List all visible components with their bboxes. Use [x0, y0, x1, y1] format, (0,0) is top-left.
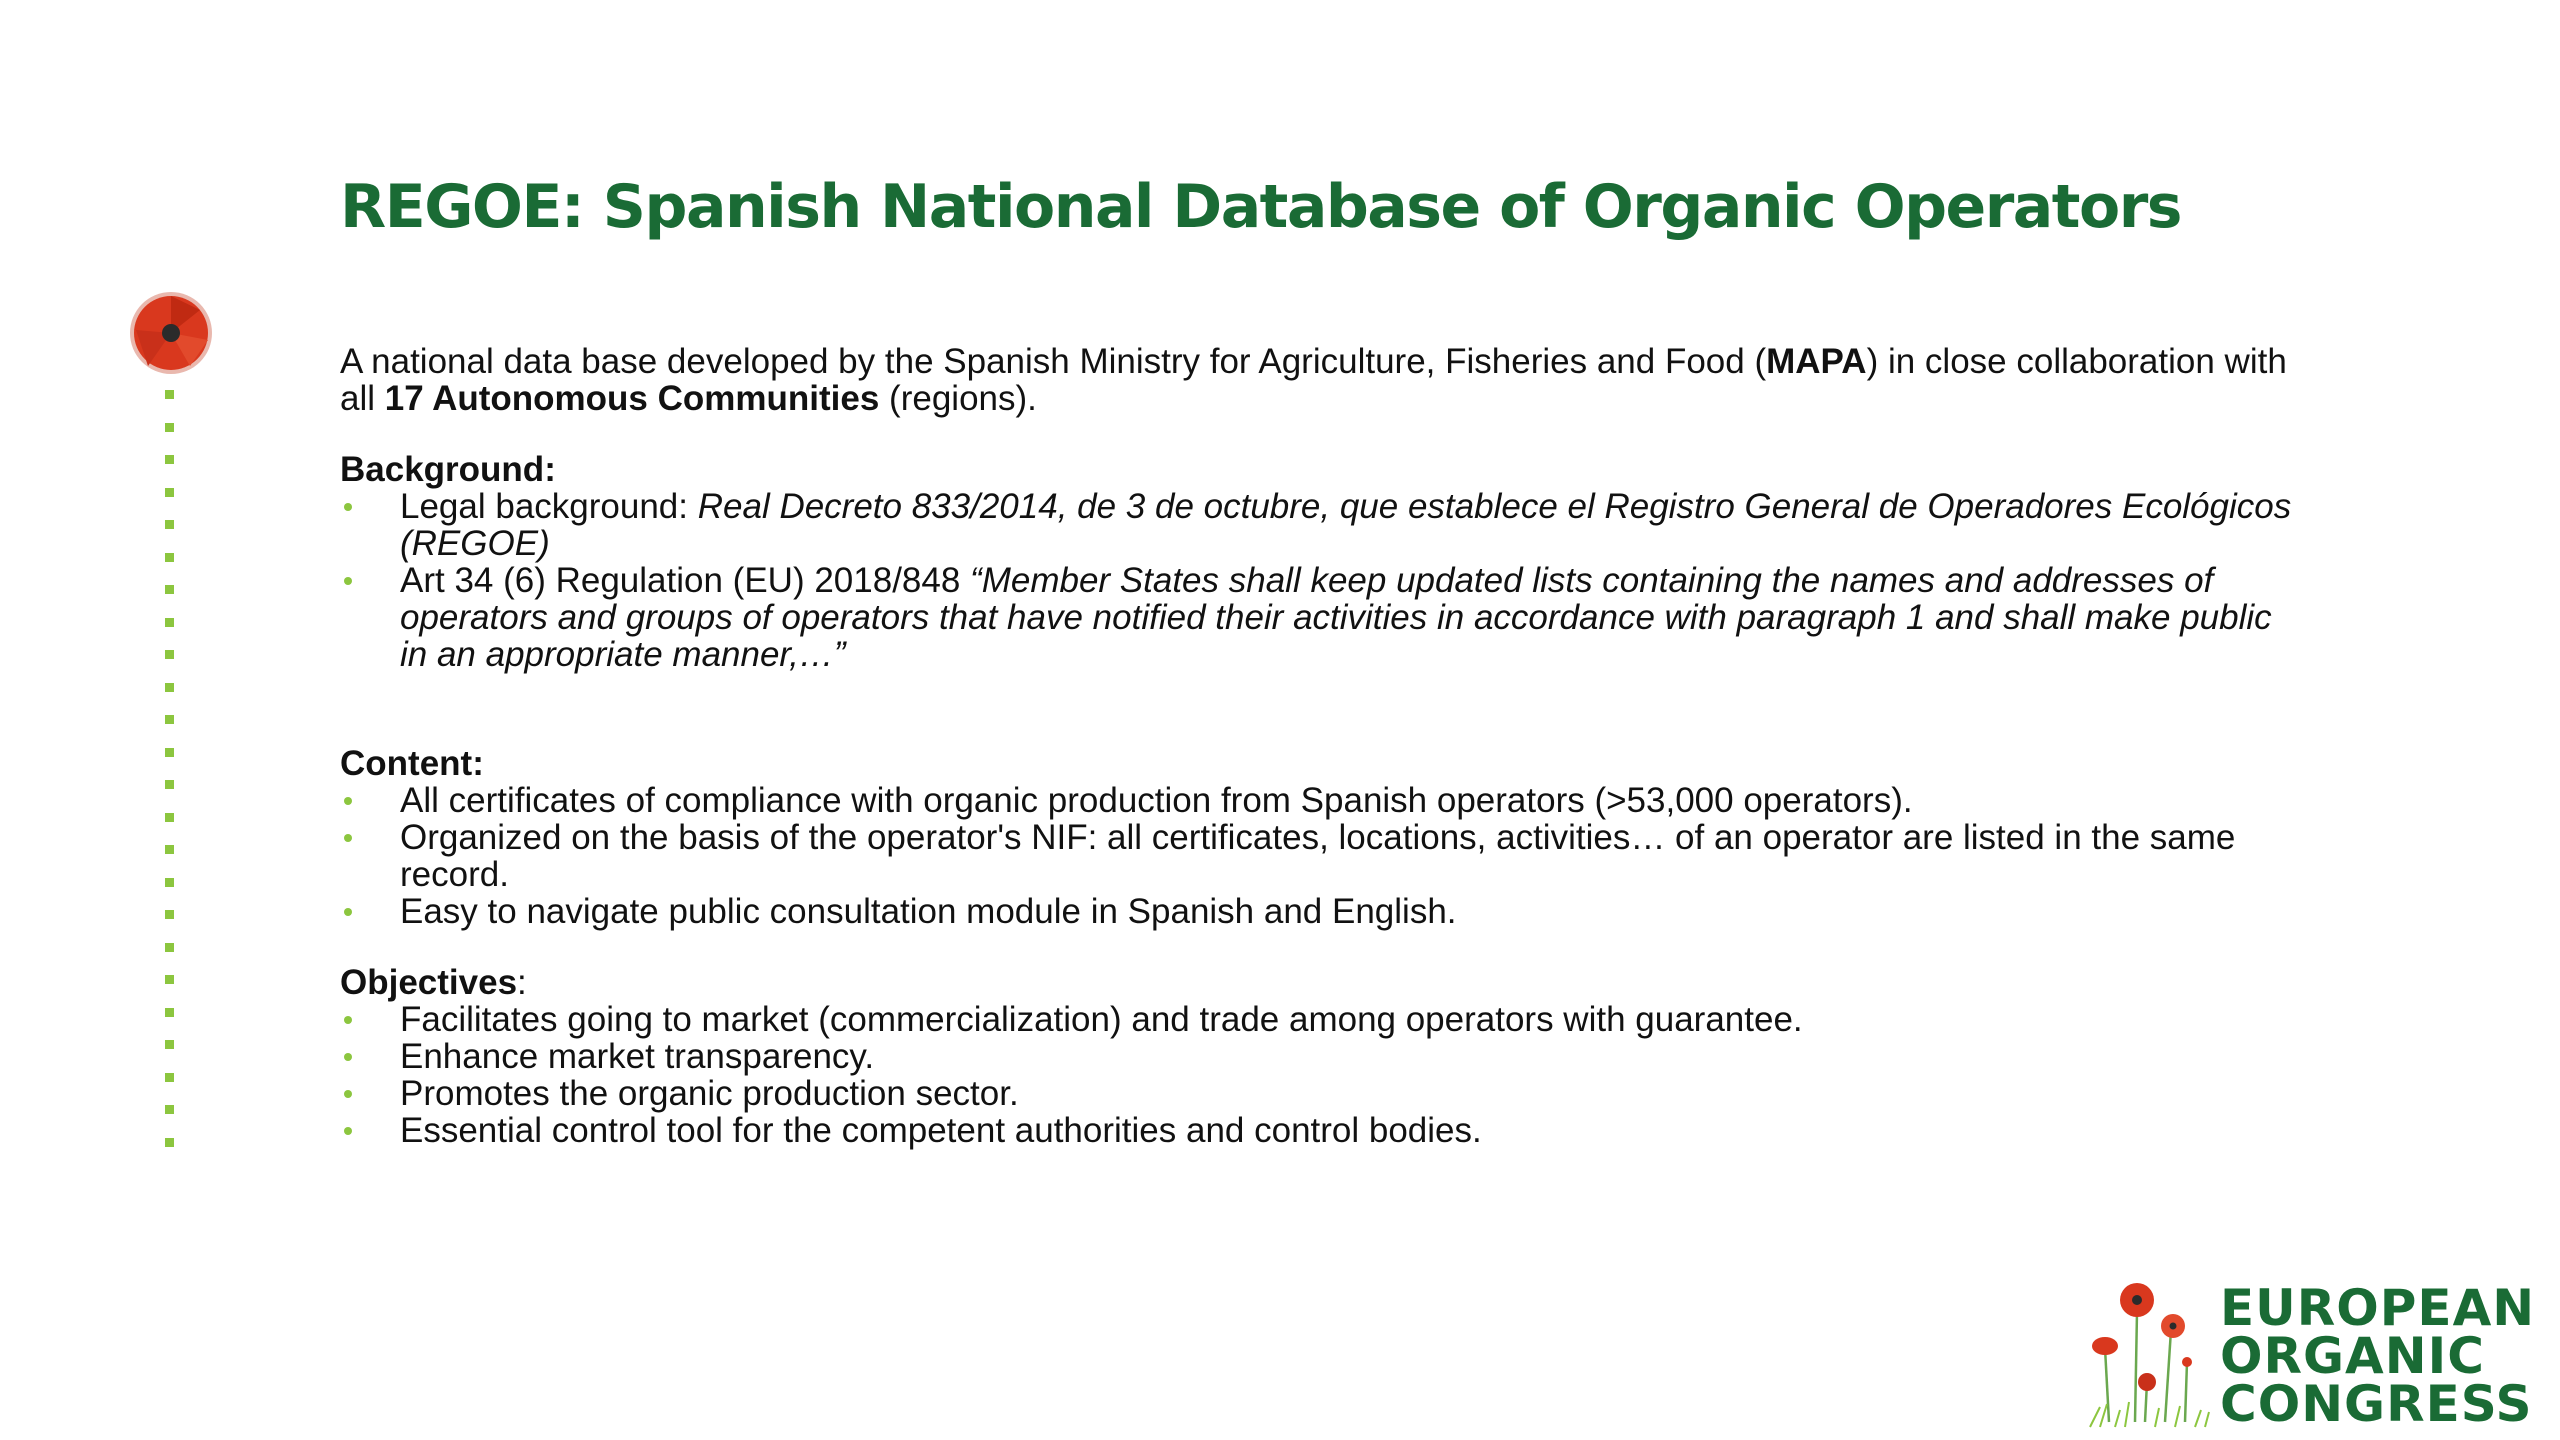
rail-dot [165, 878, 174, 887]
rail-dot [165, 1138, 174, 1147]
poppy-icon [128, 290, 214, 376]
list-item: Enhance market transparency. [340, 1038, 2300, 1075]
list-item [340, 562, 2300, 673]
logo-line-1: EUROPEAN [2220, 1279, 2536, 1337]
list-item: Organized on the basis of the operator's NIF: all certificates, locations, activities… of an operator are listed in the same record. [340, 819, 2300, 893]
logo-line-3: CONGRESS [2220, 1375, 2533, 1433]
background-item-2-quote: “Member States shall keep updated lists containing the names and addresses of operators and groups of operators that have notified their activities in accordance with paragraph 1 and shall make public in an appropriate manner,…” [400, 561, 2272, 674]
slide-body [340, 343, 2300, 1149]
list-item [340, 488, 2300, 562]
rail-dot [165, 455, 174, 464]
rail-dot [165, 910, 174, 919]
rail-dot [165, 618, 174, 627]
list-item: Essential control tool for the competent authorities and control bodies. [340, 1112, 2300, 1149]
rail-dot [165, 1105, 174, 1114]
poppy-bouquet-icon [2085, 1272, 2215, 1432]
rail-dot [165, 683, 174, 692]
list-item: Promotes the organic production sector. [340, 1075, 2300, 1112]
rail-dot [165, 488, 174, 497]
rail-dot [165, 845, 174, 854]
rail-dot [165, 748, 174, 757]
rail-dot [165, 585, 174, 594]
content-heading [340, 745, 2300, 782]
rail-dot [165, 423, 174, 432]
objectives-list [340, 1001, 2300, 1149]
logo-wordmark [2220, 1279, 2536, 1433]
background-item-1-citation: Real Decreto 833/2014, de 3 de octubre, que establece el Registro General de Operadores Ecológicos (REGOE) [400, 487, 2292, 563]
rail-dot [165, 975, 174, 984]
intro-text-3: (regions). [879, 379, 1037, 418]
logo-line-2: ORGANIC [2220, 1327, 2485, 1385]
decorative-rail [128, 290, 214, 1150]
rail-dot [165, 813, 174, 822]
rail-dot [165, 1073, 174, 1082]
rail-dot [165, 715, 174, 724]
slide-title: REGOE: Spanish National Database of Organic Operators [340, 172, 2181, 242]
list-item: Easy to navigate public consultation module in Spanish and English. [340, 893, 2300, 930]
rail-dot [165, 943, 174, 952]
rail-dot [165, 780, 174, 789]
rail-dot [165, 1008, 174, 1017]
objectives-heading-label: Objectives [340, 963, 518, 1002]
rail-dot [165, 1040, 174, 1049]
intro-paragraph [340, 343, 2300, 417]
congress-logo [2085, 1272, 2536, 1433]
dotted-line [165, 390, 175, 1140]
intro-text-1: A national data base developed by the Spanish Ministry for Agriculture, Fisheries and Food ( [340, 342, 1767, 381]
background-list [340, 488, 2300, 673]
list-item: All certificates of compliance with organic production from Spanish operators (>53,000 operators). [340, 782, 2300, 819]
content-heading-colon: : [472, 744, 484, 783]
content-list [340, 782, 2300, 930]
rail-dot [165, 520, 174, 529]
objectives-heading [340, 964, 2300, 1001]
content-heading-label: Content [340, 744, 473, 783]
background-item-2-text: Art 34 (6) Regulation (EU) 2018/848 [400, 561, 971, 600]
rail-dot [165, 553, 174, 562]
background-item-1-text: Legal background: [400, 487, 698, 526]
list-item: Facilitates going to market (commercialization) and trade among operators with guarantee. [340, 1001, 2300, 1038]
intro-mapa: MAPA [1766, 342, 1867, 381]
intro-text-2: ) in close collaboration with all [340, 342, 2287, 418]
intro-communities: 17 Autonomous Communities [384, 379, 880, 418]
rail-dot [165, 650, 174, 659]
objectives-heading-colon: : [517, 963, 527, 1002]
background-heading: Background: [340, 450, 556, 489]
rail-dot [165, 390, 174, 399]
